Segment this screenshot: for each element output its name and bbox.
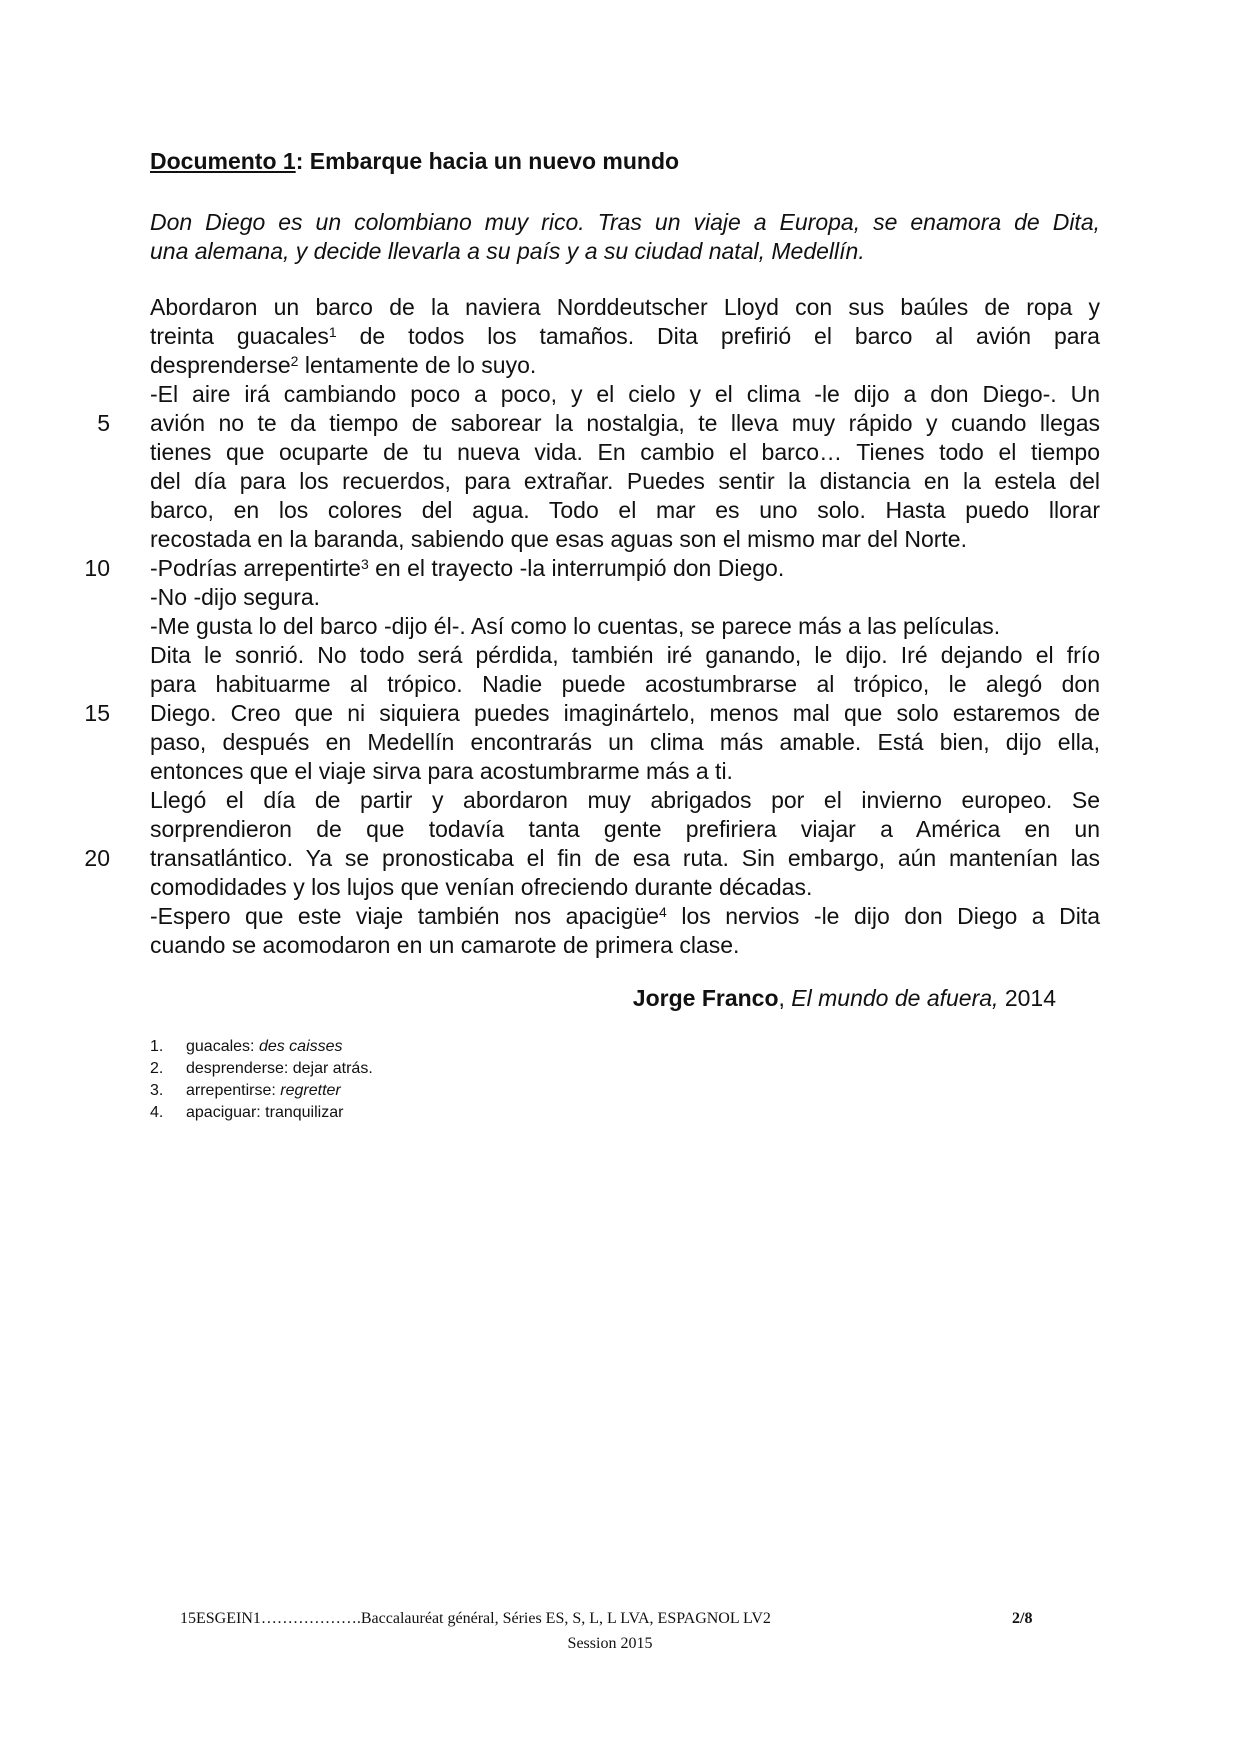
source-author: Jorge Franco [632, 985, 779, 1011]
footnote-ref: 4 [659, 904, 667, 920]
text-line: -Me gusta lo del barco -dijo él-. Así como lo cuentas, se parece más a las películas. [150, 613, 1001, 639]
text-line: avión no te da tiempo de saborear la nostalgia, te lleva muy rápido y cuando llegas [150, 410, 1100, 436]
document-title [150, 148, 679, 175]
main-text [150, 293, 1100, 960]
text-line: comodidades y los lujos que venían ofreciendo durante décadas. [150, 874, 813, 900]
text-line: entonces que el viaje sirva para acostumbrarme más a ti. [150, 758, 733, 784]
footnote-ref: 2 [290, 353, 299, 369]
footer-exam-info: 15ESGEIN1……………….Baccalauréat général, Séries ES, S, L, L LVA, ESPAGNOL LV2 [180, 1610, 771, 1627]
text-line: barco, en los colores del agua. Todo el mar es uno solo. Hasta puedo llorar [150, 497, 1100, 523]
intro-line: una alemana, y decide llevarla a su país y a su ciudad natal, Medellín. [150, 238, 865, 264]
text-line: treinta guacales$^1$ de todos los tamaños. Dita prefirió el barco al avión para [150, 323, 1100, 349]
text-line: -Podrías arrepentirte$^3$ en el trayecto -la interrumpió don Diego. [150, 555, 785, 581]
text-line: paso, después en Medellín encontrarás un clima más amable. Está bien, dijo ella, [150, 729, 1100, 755]
line-number: 20 [84, 845, 110, 871]
text-line: -El aire irá cambiando poco a poco, y el cielo y el clima -le dijo a don Diego-. Un [150, 381, 1100, 407]
footnote: 2. desprenderse: dejar atrás. [150, 1060, 373, 1077]
page-number: 2/8 [1012, 1610, 1033, 1627]
text-line: transatlántico. Ya se pronosticaba el fin de esa ruta. Sin embargo, aún mantenían las [150, 845, 1100, 871]
document-label: Documento 1 [150, 148, 296, 174]
text-line: Dita le sonrió. No todo será pérdida, también iré ganando, le dijo. Iré dejando el frío [150, 642, 1100, 668]
footnotes [150, 1036, 373, 1124]
text-line: cuando se acomodaron en un camarote de primera clase. [150, 932, 740, 958]
text-line: Abordaron un barco de la naviera Norddeutscher Lloyd con sus baúles de ropa y [150, 294, 1100, 320]
footnote: 4. apaciguar: tranquilizar [150, 1104, 344, 1121]
source-citation: Jorge Franco, El mundo de afuera, 2014 [632, 985, 1056, 1011]
text-line: desprenderse$^2$ lentamente de lo suyo. [150, 352, 537, 378]
text-line: sorprendieron de que todavía tanta gente prefiriera viajar a América en un [150, 816, 1100, 842]
line-number: 15 [84, 700, 110, 726]
intro-paragraph [150, 208, 1100, 266]
footer-session: Session 2015 [567, 1635, 653, 1652]
footnote-ref: 3 [360, 556, 369, 572]
document-title-text: : Embarque hacia un nuevo mundo [295, 148, 680, 174]
intro-line: Don Diego es un colombiano muy rico. Tras un viaje a Europa, se enamora de Dita, [150, 209, 1100, 235]
source-book: El mundo de afuera, [791, 985, 999, 1011]
text-line: Llegó el día de partir y abordaron muy abrigados por el invierno europeo. Se [150, 787, 1100, 813]
text-line: Diego. Creo que ni siquiera puedes imaginártelo, menos mal que solo estaremos de [150, 700, 1100, 726]
text-line: para habituarme al trópico. Nadie puede acostumbrarse al trópico, le alegó don [150, 671, 1100, 697]
text-line: tienes que ocuparte de tu nueva vida. En cambio el barco… Tienes todo el tiempo [150, 439, 1100, 465]
text-line: -Espero que este viaje también nos apacigüe$^4$ los nervios -le dijo don Diego a Dita [150, 903, 1100, 929]
footnote: 3. arrepentirse: regretter [150, 1082, 341, 1099]
footnote: 1. guacales: des caisses [150, 1038, 343, 1055]
text-line: -No -dijo segura. [150, 584, 321, 610]
text-line: del día para los recuerdos, para extrañar. Puedes sentir la distancia en la estela del [150, 468, 1100, 494]
line-number: 10 [84, 555, 110, 581]
line-number: 5 [97, 410, 110, 436]
source-year: 2014 [998, 985, 1056, 1011]
text-line: recostada en la baranda, sabiendo que esas aguas son el mismo mar del Norte. [150, 526, 967, 552]
footnote-ref: 1 [328, 324, 337, 340]
